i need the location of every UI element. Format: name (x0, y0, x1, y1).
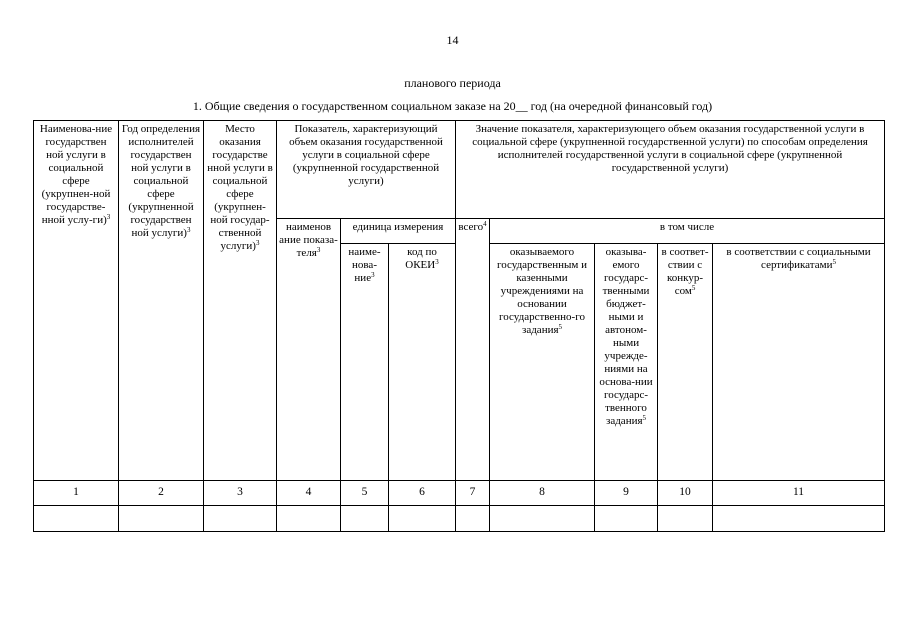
header-indicator-group: Показатель, характеризующий объем оказания государственной услуги в социальной сфере (укрупненной государственной услуги) (277, 121, 456, 219)
social-order-table (33, 120, 885, 532)
empty-cell (119, 506, 204, 532)
empty-cell (713, 506, 885, 532)
column-number: 1 (34, 481, 119, 506)
column-number: 7 (456, 481, 490, 506)
empty-cell (389, 506, 456, 532)
header-including: в том числе (490, 219, 885, 244)
header-year: Год определения исполнителей государствен ной услуги в социальной сфере (укрупненной государствен ной услуги)$^3$ (119, 121, 204, 481)
empty-cell (595, 506, 658, 532)
header-okei-code: код по ОКЕИ$^3$ (389, 244, 456, 481)
header-place: Место оказания государстве нной услуги в социальной сфере (укрупнен-ной государ-ственной услуги)$^3$ (204, 121, 277, 481)
header-budget-institutions: оказыва-емого государс-твенными бюджет-ными и автоном-ными учрежде-ниями на основа-нии государс-твенного задания$^5$ (595, 244, 658, 481)
column-number: 3 (204, 481, 277, 506)
empty-cell (456, 506, 490, 532)
header-state-institutions: оказываемого государственным и казенными учреждениями на основании государственно-го задания$^5$ (490, 244, 595, 481)
header-service-name: Наименова-ние государствен ной услуги в социальной сфере (укрупнен-ной государстве-нной услу-ги)$^3$ (34, 121, 119, 481)
column-number: 5 (341, 481, 389, 506)
column-number-row (34, 481, 885, 506)
section-title: 1. Общие сведения о государственном социальном заказе на 20__ год (на очередной финансовый год) (192, 99, 713, 113)
column-number: 4 (277, 481, 341, 506)
header-total: всего$^4$ (456, 219, 490, 481)
header-indicator-name: наименов ание показа-теля$^3$ (277, 219, 341, 481)
empty-cell (490, 506, 595, 532)
column-number: 9 (595, 481, 658, 506)
page-number: 14 (446, 33, 459, 47)
empty-cell (34, 506, 119, 532)
column-number: 2 (119, 481, 204, 506)
column-number: 6 (389, 481, 456, 506)
column-number: 11 (713, 481, 885, 506)
empty-cell (204, 506, 277, 532)
empty-cell (341, 506, 389, 532)
header-unit-group: единица измерения (341, 219, 456, 244)
column-number: 8 (490, 481, 595, 506)
header-unit-name: наиме-нова-ние$^3$ (341, 244, 389, 481)
header-competition: в соответ-ствии с конкур-сом$^5$ (658, 244, 713, 481)
empty-data-row (34, 506, 885, 532)
header-certificates: в соответствии с социальными сертификатами$^5$ (713, 244, 885, 481)
header-value-group: Значение показателя, характеризующего объем оказания государственной услуги в социальной сфере (укрупненной государственной услуги) по способам определения исполнителей государственной услуги в социальной сфере (укрупненной государственной услуги) (456, 121, 885, 219)
empty-cell (277, 506, 341, 532)
period-heading: планового периода (404, 76, 501, 90)
column-number: 10 (658, 481, 713, 506)
empty-cell (658, 506, 713, 532)
